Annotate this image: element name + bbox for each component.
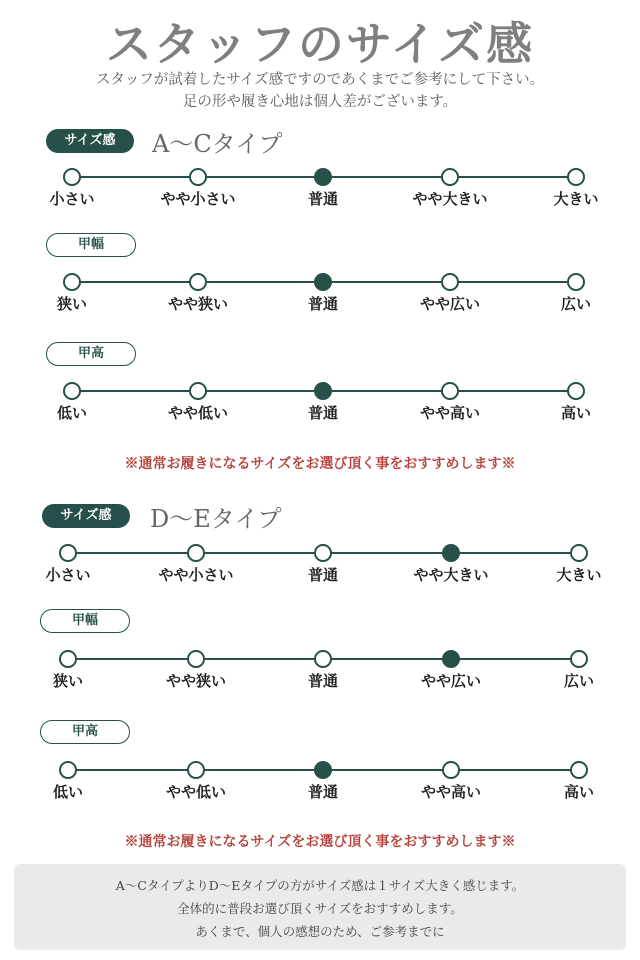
scale-point (441, 382, 459, 400)
scale-point (442, 761, 460, 779)
scale-label: やや狭い (167, 295, 228, 313)
scale-label: 普通 (307, 295, 338, 313)
scale-point (567, 273, 585, 291)
scale-point (567, 382, 585, 400)
note-a-c: ※通常お履きになるサイズをお選び頂く事をおすすめします※ (124, 456, 516, 472)
scale-label: 広い (563, 672, 594, 690)
scale-label: やや低い (167, 404, 228, 422)
scale-point (567, 168, 585, 186)
scale-a-c-height (0, 380, 640, 430)
scale-point (187, 544, 205, 562)
badge-a-c-height: 甲高 (46, 342, 136, 366)
scale-label: 普通 (307, 672, 338, 690)
scale-label: 高い (560, 404, 591, 422)
scale-point (441, 168, 459, 186)
scale-label: 高い (563, 783, 594, 801)
footer-line-2: 全体的に普段お選び頂くサイズをおすすめします。 (177, 901, 463, 916)
scale-point (314, 544, 332, 562)
scale-label: やや広い (420, 672, 481, 690)
scale-label: 低い (56, 404, 87, 422)
scale-point (63, 382, 81, 400)
scale-label: 普通 (307, 783, 338, 801)
type-label-a-c: A〜Cタイプ (152, 130, 283, 158)
scale-d-e-size (0, 542, 640, 592)
scale-label: やや広い (419, 295, 480, 313)
scale-label: 大きい (556, 566, 602, 584)
scale-a-c-width (0, 271, 640, 321)
size-badge-a-c: サイズ感 (46, 129, 134, 153)
scale-point (63, 273, 81, 291)
scale-label: やや小さい (160, 190, 236, 208)
scale-label: 大きい (553, 190, 599, 208)
scale-label: 狭い (56, 295, 87, 313)
scale-point (570, 650, 588, 668)
badge-a-c-width: 甲幅 (46, 233, 136, 257)
subtitle-line-2: 足の形や履き心地は個人差がございます。 (182, 94, 458, 110)
scale-d-e-width (0, 648, 640, 698)
scale-point (441, 273, 459, 291)
scale-label: 普通 (307, 190, 338, 208)
scale-point-selected (314, 382, 332, 400)
scale-point (187, 650, 205, 668)
scale-a-c-size (0, 166, 640, 216)
scale-label: やや小さい (158, 566, 234, 584)
scale-point (187, 761, 205, 779)
scale-point-selected (442, 650, 460, 668)
scale-label: 小さい (49, 190, 95, 208)
type-label-d-e: D〜Eタイプ (150, 505, 282, 533)
badge-d-e-width: 甲幅 (40, 609, 130, 633)
scale-point-selected (314, 761, 332, 779)
scale-label: 広い (560, 295, 591, 313)
note-d-e: ※通常お履きになるサイズをお選び頂く事をおすすめします※ (124, 834, 516, 850)
scale-point (570, 761, 588, 779)
scale-label: 小さい (45, 566, 91, 584)
scale-point-selected (314, 273, 332, 291)
footer-box (14, 864, 626, 950)
scale-label: 普通 (307, 566, 338, 584)
scale-point (63, 168, 81, 186)
scale-point-selected (314, 168, 332, 186)
scale-point (189, 382, 207, 400)
size-badge-d-e: サイズ感 (42, 504, 130, 528)
scale-label: やや狭い (165, 672, 226, 690)
scale-label: 普通 (307, 404, 338, 422)
scale-point (189, 273, 207, 291)
scale-label: やや高い (420, 783, 481, 801)
scale-label: やや高い (419, 404, 480, 422)
scale-label: 低い (52, 783, 83, 801)
page-title: スタッフのサイズ感 (105, 17, 535, 71)
scale-label: 狭い (52, 672, 83, 690)
scale-point-selected (442, 544, 460, 562)
subtitle-line-1: スタッフが試着したサイズ感ですのであくまでご参考にして下さい。 (95, 72, 545, 88)
scale-point (59, 761, 77, 779)
scale-point (59, 544, 77, 562)
scale-label: やや大きい (412, 190, 488, 208)
footer-line-3: あくまで、個人の感想のため、ご参考までに (195, 924, 445, 939)
scale-d-e-height (0, 759, 640, 809)
scale-point (570, 544, 588, 562)
badge-d-e-height: 甲高 (40, 720, 130, 744)
scale-point (59, 650, 77, 668)
scale-point (189, 168, 207, 186)
footer-line-1: A〜CタイプよりD〜Eタイプの方がサイズ感は１サイズ大きく感じます。 (115, 878, 525, 893)
scale-label: やや低い (165, 783, 226, 801)
scale-label: やや大きい (413, 566, 489, 584)
scale-point (314, 650, 332, 668)
